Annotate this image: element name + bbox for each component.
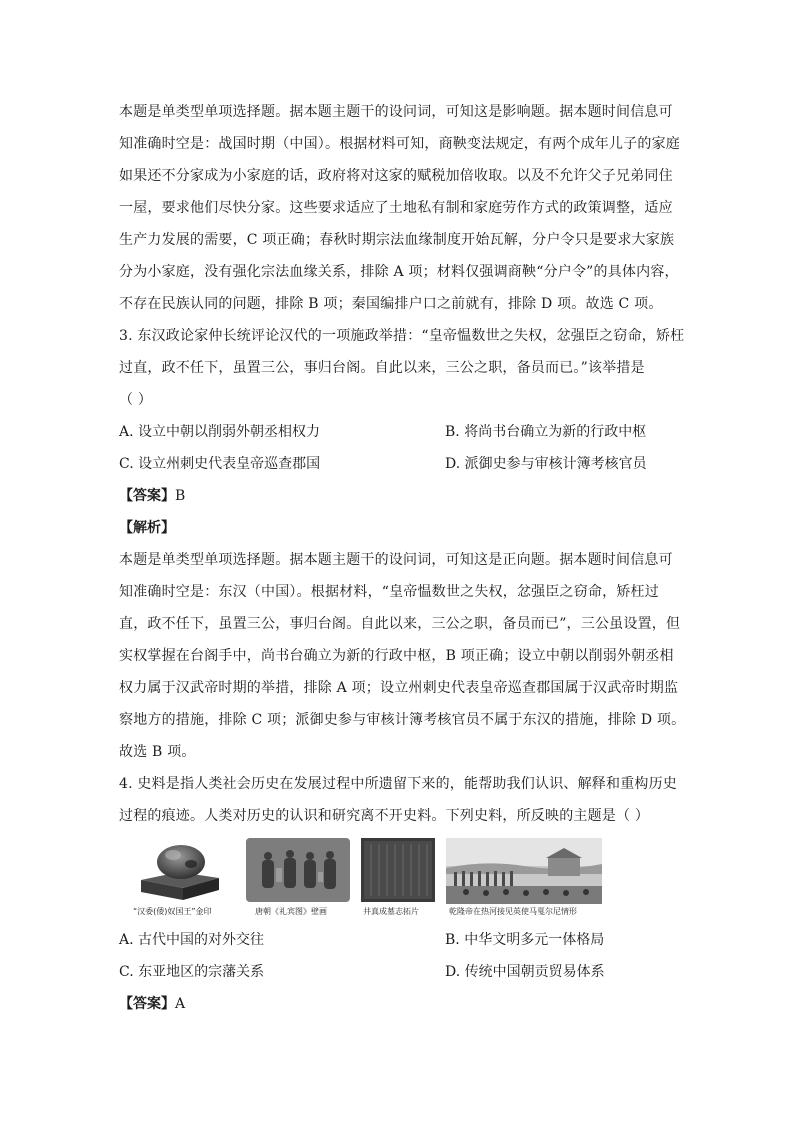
- figure-caption: “汉委(倭)奴国王”金印: [133, 907, 212, 916]
- text-line: 知准确时空是：东汉（中国）。根据材料，“皇帝愠数世之失权，忿强臣之窃命，矫枉过: [119, 584, 659, 600]
- option-c: C. 设立州刺史代表皇帝巡查郡国: [119, 456, 321, 472]
- text-line: 察地方的措施，排除 C 项；派御史参与审核计簿考核官员不属于东汉的措施，排除 D 项。: [119, 712, 686, 728]
- options-row: [119, 924, 679, 956]
- option-b: B. 将尚书台确立为新的行政中枢: [445, 424, 647, 440]
- option-d: D. 传统中国朝贡贸易体系: [445, 964, 605, 980]
- options-row: [119, 448, 679, 480]
- question-3: [119, 320, 686, 768]
- answer-value: B: [175, 488, 186, 504]
- option-a: A. 古代中国的对外交往: [119, 932, 265, 948]
- figure-caption: 乾隆帝在热河接见英使马戛尔尼情形: [449, 907, 577, 916]
- figure-caption: 唐朝《礼宾图》壁画: [255, 907, 327, 916]
- answer-line: [119, 988, 679, 1020]
- text-line: 实权掌握在台阁手中，尚书台确立为新的行政中枢，B 项正确；设立中朝以削弱外朝丞相: [119, 648, 674, 664]
- options-row: [119, 956, 679, 988]
- text-line: 直，政不任下，虽置三公，事归台阁。自此以来，三公之职，备员而已”，三公虽设置，但: [119, 616, 681, 632]
- question-stem: 过程的痕迹。人类对历史的认识和研究离不开史料。下列史料，所反映的主题是（ ）: [119, 808, 650, 824]
- figure-caption: 井真成墓志拓片: [363, 907, 419, 916]
- question-stem: 4. 史料是指人类社会历史在发展过程中所遗留下来的，能帮助我们认识、解释和重构历史: [119, 776, 678, 792]
- text-line: 本题是单类型单项选择题。据本题主题干的设问词，可知这是正向题。据本题时间信息可: [119, 552, 673, 568]
- answer-label: 【答案】: [119, 488, 175, 504]
- option-c: C. 东亚地区的宗藩关系: [119, 964, 265, 980]
- option-a: A. 设立中朝以削弱外朝丞相权力: [119, 424, 321, 440]
- text-line: 不存在民族认同的问题，排除 B 项；秦国编排户口之前就有，排除 D 项。故选 C 项。: [119, 296, 663, 312]
- answer-label: 【答案】: [119, 996, 175, 1012]
- text-line: 故选 B 项。: [119, 744, 196, 760]
- options-row: [119, 416, 679, 448]
- answer-line: [119, 480, 679, 512]
- qianlong-macartney-painting-icon: [446, 838, 602, 904]
- gold-seal-photo-icon: [131, 838, 227, 904]
- text-line: 一屋，要求他们尽快分家。这些要求适应了土地私有制和家庭劳作方式的政策调整，适应: [119, 200, 673, 216]
- text-line: 知准确时空是：战国时期（中国）。根据材料可知，商鞅变法规定，有两个成年儿子的家庭: [119, 136, 680, 152]
- source-figures: [119, 838, 679, 924]
- question-stem: 3. 东汉政论家仲长统评论汉代的一项施政举措：“皇帝愠数世之失权，忿强臣之窃命，矫枉: [119, 328, 685, 344]
- text-line: 本题是单类型单项选择题。据本题主题干的设问词，可知这是影响题。据本题时间信息可: [119, 104, 673, 120]
- question-stem: 过直，政不任下，虽置三公，事归台阁。自此以来，三公之职，备员而已。”该举措是: [119, 360, 645, 376]
- epitaph-rubbing-photo-icon: [361, 838, 435, 902]
- question-4: [119, 768, 679, 1020]
- question-stem: （ ）: [119, 392, 153, 408]
- option-b: B. 中华文明多元一体格局: [445, 932, 605, 948]
- q2-analysis: [119, 96, 679, 320]
- text-line: 生产力发展的需要，C 项正确；春秋时期宗法血缘制度开始瓦解，分户令只是要求大家族: [119, 232, 675, 248]
- page-content: [119, 96, 686, 1020]
- analysis-label: 【解析】: [119, 520, 175, 536]
- option-d: D. 派御史参与审核计簿考核官员: [445, 456, 647, 472]
- mural-photo-icon: [246, 838, 350, 902]
- text-line: 如果还不分家成为小家庭的话，政府将对这家的赋税加倍收取。以及不允许父子兄弟同住: [119, 168, 673, 184]
- answer-value: A: [175, 996, 186, 1012]
- text-line: 分为小家庭，没有强化宗法血缘关系，排除 A 项；材料仅强调商鞅“分户令”的具体内容，: [119, 264, 679, 280]
- text-line: 权力属于汉武帝时期的举措，排除 A 项；设立州刺史代表皇帝巡查郡国属于汉武帝时期监: [119, 680, 679, 696]
